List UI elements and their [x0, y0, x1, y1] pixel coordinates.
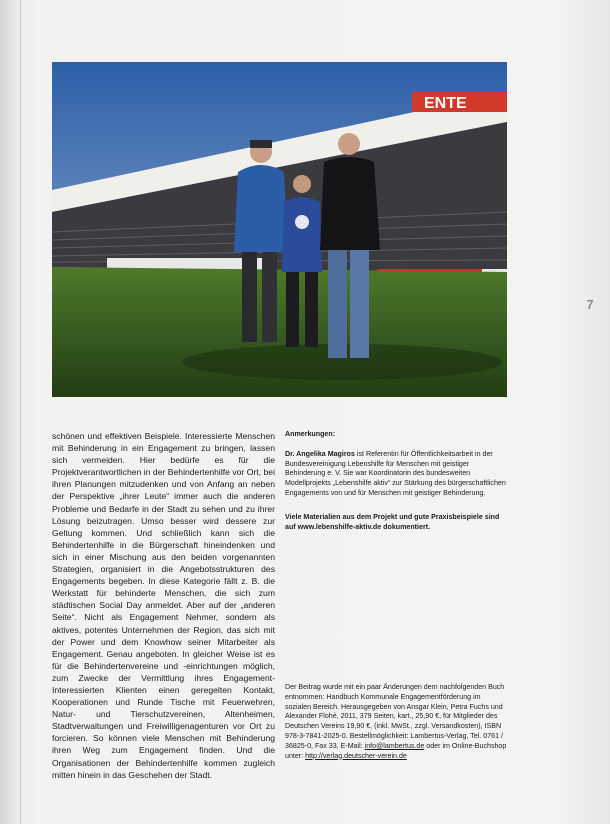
article-notes-column — [285, 430, 507, 532]
order-url-link[interactable]: http://verlag.deutscher-verein.de — [305, 751, 407, 760]
bibliography-note — [285, 683, 507, 761]
author-note — [285, 450, 507, 499]
author-bio: ist Referentin für Öffentlichkeitsarbeit in der Bundesvereinigung Lebenshilfe für Menschen mit geistiger Behinderung e. V. Sie war Koordinatorin des bundesweiten Modellprojekts „Lebenshilfe aktiv“ zur Stärkung des bürgerschaftlichen Engagements von und für Menschen mit geistiger Behinderung. — [285, 449, 506, 497]
author-name: Dr. Angelika Magiros — [285, 449, 355, 458]
order-text-mid: oder im Online-Buchshop unter: — [285, 741, 507, 760]
stadium-photo — [52, 62, 507, 397]
page-number: 7 — [586, 297, 594, 312]
materials-note: Viele Materialien aus dem Projekt und gute Praxisbeispiele sind auf www.lebenshilfe-aktiv.de dokumentiert. — [285, 512, 500, 531]
article-body-left-column: schönen und effektiven Beispiele. Interessierte Menschen mit Behinderung in ein Engagement zu bringen, lassen sich vermeiden. Hier bedürfe es für die Projektverantwortlichen in der Behindertenhilfe vor Ort, bei ihren Planungen mitzudenken und von Anfang an neben der Perspektive „ihrer Leute“ immer auch die anderen Probleme und Bedarfe in der Stadt zu sehen und zu ihrer Lösung beizutragen. Umso besser wird dessere zur Geltung kommen. Und schließlich kann sich die Behindertenhilfe in die Bürgerschaft hineindenken und sich in einer Mischung aus den beiden vorgenannten Strategien, organisiert in die Angebotsstrukturen des Engagements begeben. In diese Kategorie fällt z. B. die Werkstatt für behinderte Menschen, die sich zum städtischen Social Day anmeldet. Aber auf der „anderen Seite“. Nicht als Engagement Nehmer, sondern als aktives, potentes Unternehmen der Region, das sich mit der Power und dem Knowhow seiner Mitarbeiter als Engagement. Genau angeboten. In gleicher Weise ist es für die Behindertenvereine und -einrichtungen möglich, zum Zwecke der Vermittlung ihres Engagement-Interessierten Klienten einen geregelten Kontakt, Kooperationen und Runde Tische mit Feuerwehren, Natur- und Tierschutzvereinen, Altenheimen, Stadtverwaltungen und Freiwilligenagenturen vor Ort zu forcieren. So können viele Menschen mit Behinderung ihren Weg zum Engagement finden. Und die Organisationen der Behindertenhilfe kommen zugleich mitten hinein in das Geschehen der Stadt. — [52, 431, 275, 780]
stadium-sign-text: ENTE — [424, 95, 467, 112]
bibliography-text: Der Beitrag wurde mit ein paar Änderungen dem nachfolgenden Buch entnommen: Handbuch Kommunale Engagementförderung im sozialen Bereich. Herausgegeben von Ansgar Klein, Petra Fuchs und Alexander Flohé, 2011, 379 Seiten, kart., 25,90 €, für Mitglieder des Deutschen Vereins 19,90 €, (inkl. MwSt., zzgl. Versandkosten), ISBN 978-3-7841-2025-0. — [285, 683, 505, 740]
order-email-link[interactable]: info@lambertus.de — [364, 741, 425, 750]
order-text-prefix: Bestellmöglichkeit: Lambertus-Verlag, Tel. 0761 / 36825-0, Fax 33, E-Mail: — [285, 731, 503, 750]
notes-heading: Anmerkungen: — [285, 430, 336, 438]
page-spine-shadow — [20, 0, 21, 824]
stadium-photo-illustration — [52, 62, 507, 397]
